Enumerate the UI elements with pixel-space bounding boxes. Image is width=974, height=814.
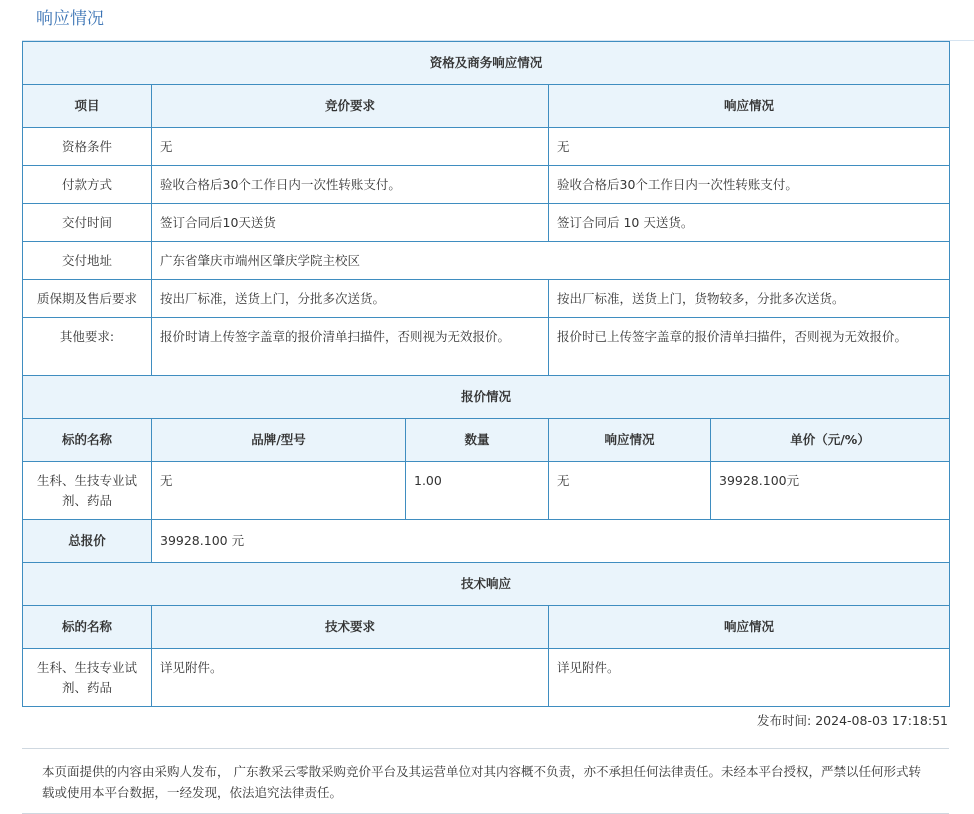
section-title-tech: 技术响应 [23, 563, 950, 606]
table-row [23, 166, 950, 204]
col-header-response: 响应情况 [549, 419, 711, 462]
col-header-name: 标的名称 [23, 606, 152, 649]
row-response: 验收合格后30个工作日内一次性转账支付。 [549, 166, 950, 204]
table-row [23, 462, 950, 520]
quote-price: 39928.100元 [711, 462, 950, 520]
quote-brand: 无 [152, 462, 406, 520]
section-row-qualification [23, 42, 950, 85]
row-requirement: 验收合格后30个工作日内一次性转账支付。 [152, 166, 549, 204]
publish-time: 发布时间: 2024-08-03 17:18:51 [757, 713, 948, 728]
tech-name: 生科、生技专业试剂、药品 [23, 649, 152, 707]
page-title: 响应情况 [36, 9, 104, 29]
row-response: 报价时已上传签字盖章的报价清单扫描件，否则视为无效报价。 [549, 318, 950, 376]
section-title-quote: 报价情况 [23, 376, 950, 419]
header-row-qualification [23, 85, 950, 128]
row-item: 付款方式 [23, 166, 152, 204]
response-table [22, 41, 950, 707]
total-label: 总报价 [23, 520, 152, 563]
table-row [23, 649, 950, 707]
row-response: 按出厂标准，送货上门，货物较多，分批多次送货。 [549, 280, 950, 318]
tech-requirement: 详见附件。 [152, 649, 549, 707]
header-row-tech [23, 606, 950, 649]
section-title-qualification: 资格及商务响应情况 [23, 42, 950, 85]
col-header-requirement: 竞价要求 [152, 85, 549, 128]
row-item: 交付时间 [23, 204, 152, 242]
total-value: 39928.100 元 [152, 520, 950, 563]
table-row [23, 204, 950, 242]
col-header-price: 单价（元/%） [711, 419, 950, 462]
quote-name: 生科、生技专业试剂、药品 [23, 462, 152, 520]
row-requirement: 无 [152, 128, 549, 166]
section-row-tech [23, 563, 950, 606]
row-requirement: 广东省肇庆市端州区肇庆学院主校区 [152, 242, 950, 280]
quote-qty: 1.00 [406, 462, 549, 520]
table-row [23, 242, 950, 280]
row-requirement: 按出厂标准，送货上门，分批多次送货。 [152, 280, 549, 318]
col-header-item: 项目 [23, 85, 152, 128]
table-row [23, 280, 950, 318]
row-item: 交付地址 [23, 242, 152, 280]
header-row-quote [23, 419, 950, 462]
section-row-quote [23, 376, 950, 419]
row-requirement: 报价时请上传签字盖章的报价清单扫描件，否则视为无效报价。 [152, 318, 549, 376]
row-item: 其他要求: [23, 318, 152, 376]
table-row [23, 128, 950, 166]
total-row [23, 520, 950, 563]
row-response: 签订合同后 10 天送货。 [549, 204, 950, 242]
row-requirement: 签订合同后10天送货 [152, 204, 549, 242]
col-header-qty: 数量 [406, 419, 549, 462]
row-item: 资格条件 [23, 128, 152, 166]
row-response: 无 [549, 128, 950, 166]
footer-notice: 本页面提供的内容由采购人发布， 广东教采云零散采购竞价平台及其运营单位对其内容概不负责，亦不承担任何法律责任。未经本平台授权，严禁以任何形式转载或使用本平台数据，一经发现，依法追究法律责任。 [22, 748, 949, 814]
col-header-brand: 品牌/型号 [152, 419, 406, 462]
col-header-response: 响应情况 [549, 606, 950, 649]
col-header-response: 响应情况 [549, 85, 950, 128]
tech-response: 详见附件。 [549, 649, 950, 707]
table-row [23, 318, 950, 376]
col-header-name: 标的名称 [23, 419, 152, 462]
row-item: 质保期及售后要求 [23, 280, 152, 318]
col-header-tech-requirement: 技术要求 [152, 606, 549, 649]
quote-response: 无 [549, 462, 711, 520]
